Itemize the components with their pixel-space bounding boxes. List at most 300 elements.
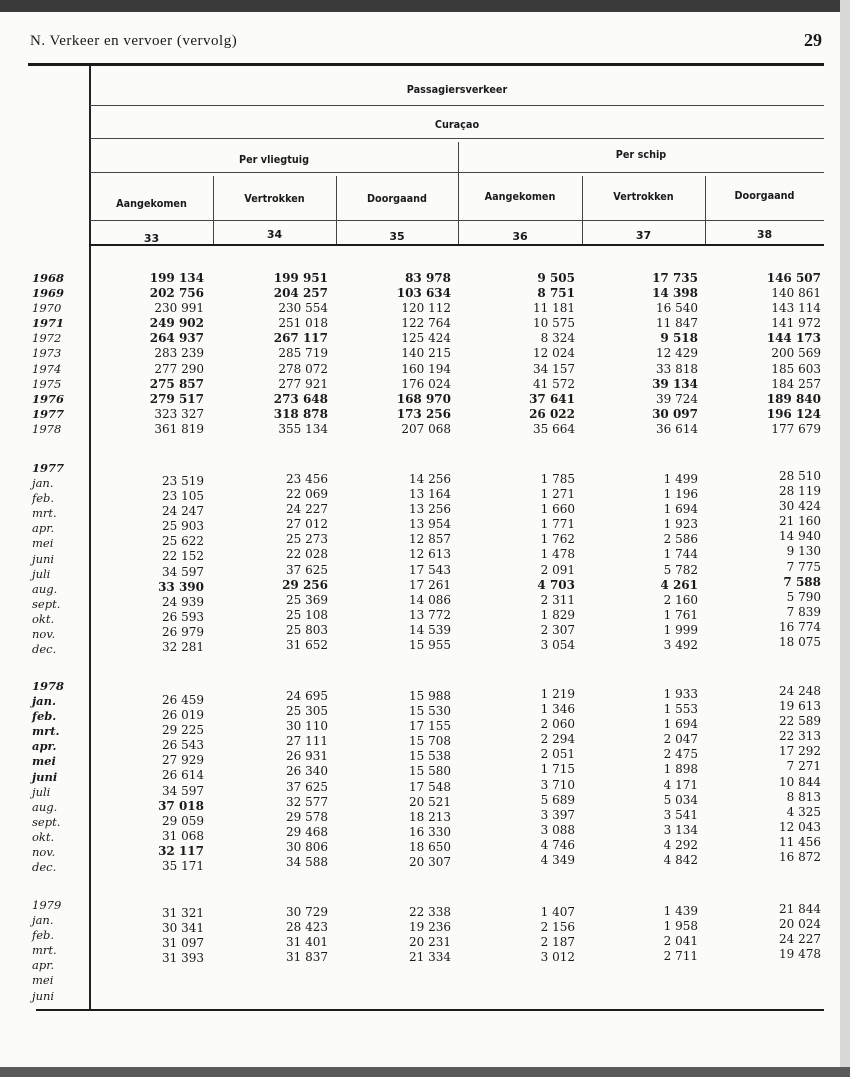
cell: 230 991 — [154, 301, 204, 316]
cell: 1 660 — [540, 502, 575, 517]
cell: 264 937 — [149, 331, 204, 346]
scan-top-edge — [0, 0, 850, 12]
cell: 32 577 — [286, 794, 328, 809]
cell: 28 119 — [779, 484, 821, 499]
cell: 199 951 — [273, 271, 328, 285]
cell: 204 257 — [273, 286, 328, 301]
section-1979-col-37 — [642, 904, 698, 964]
cell: 251 018 — [278, 316, 328, 331]
cell: 4 349 — [540, 853, 575, 868]
cell: 1 762 — [540, 532, 575, 547]
row-label: dec. — [32, 860, 57, 875]
cell: 1 407 — [540, 905, 575, 919]
cell: 24 247 — [162, 504, 204, 519]
cell: 34 597 — [162, 564, 204, 579]
row-label: mei — [32, 536, 54, 551]
section-1977-col-33 — [140, 474, 204, 655]
cell: 25 273 — [286, 532, 328, 547]
row-label: mei — [32, 973, 54, 988]
cell: 12 613 — [409, 547, 451, 562]
cell: 26 614 — [162, 768, 204, 783]
cell: 1 478 — [540, 547, 575, 562]
cell: 17 543 — [409, 562, 451, 577]
cell: 13 164 — [409, 487, 451, 502]
col-header-vertrokken-air: Vertrokken — [244, 192, 305, 205]
cell: 15 988 — [409, 689, 451, 703]
cell: 35 664 — [533, 421, 575, 436]
section-1977-col-35 — [385, 472, 451, 653]
cell: 26 593 — [162, 609, 204, 624]
cell: 2 311 — [540, 592, 575, 607]
cell: 24 939 — [162, 594, 204, 609]
cell: 83 978 — [405, 271, 451, 285]
cell: 3 088 — [540, 822, 575, 837]
section-1978-col-36 — [520, 687, 575, 868]
cell: 22 589 — [779, 714, 821, 729]
cell: 5 689 — [540, 792, 575, 807]
cell: 140 215 — [401, 346, 451, 361]
cell: 31 401 — [286, 935, 328, 950]
cell: 37 625 — [286, 562, 328, 577]
cell: 24 248 — [779, 684, 821, 698]
row-label: aug. — [32, 799, 58, 814]
cell: 24 227 — [286, 502, 328, 517]
cell: 29 059 — [162, 813, 204, 828]
cell: 28 423 — [286, 920, 328, 935]
cell: 31 652 — [286, 638, 328, 653]
cell: 18 075 — [779, 635, 821, 650]
row-label: okt. — [32, 611, 55, 626]
cell: 125 424 — [401, 331, 451, 346]
cell: 1 771 — [540, 517, 575, 532]
cell: 361 819 — [154, 421, 204, 436]
row-label: dec. — [32, 642, 57, 657]
cell: 9 505 — [537, 271, 575, 285]
row-label: apr. — [32, 958, 55, 973]
row-label: 1975 — [32, 376, 62, 391]
cell: 184 257 — [771, 376, 821, 391]
row-label: feb. — [32, 491, 55, 506]
cell: 168 970 — [396, 391, 451, 406]
cell: 31 393 — [162, 951, 204, 966]
header-passagiersverkeer: Passagiersverkeer — [406, 83, 508, 96]
header-rule-1 — [90, 105, 824, 106]
cell: 2 187 — [540, 935, 575, 950]
cell: 30 341 — [162, 921, 204, 936]
col-number-34: 34 — [266, 228, 283, 241]
row-label: okt. — [32, 829, 55, 844]
cell: 5 034 — [663, 792, 698, 807]
cell: 30 729 — [286, 905, 328, 919]
section-years-col-37 — [642, 271, 698, 437]
cell: 14 086 — [409, 592, 451, 607]
cell: 7 839 — [786, 604, 821, 619]
cell: 1 785 — [540, 472, 575, 486]
cell: 19 236 — [409, 920, 451, 935]
cell: 1 923 — [663, 517, 698, 532]
section-1979-col-35 — [385, 905, 451, 965]
cell: 3 134 — [663, 822, 698, 837]
header-per-vliegtuig: Per vliegtuig — [238, 153, 310, 166]
cell: 11 181 — [533, 301, 575, 316]
cell: 278 072 — [278, 361, 328, 376]
cell: 17 155 — [409, 719, 451, 734]
cell: 1 346 — [540, 702, 575, 717]
cell: 173 256 — [396, 406, 451, 421]
cell: 7 588 — [783, 574, 821, 589]
cell: 26 979 — [162, 624, 204, 639]
cell: 37 625 — [286, 779, 328, 794]
cell: 3 492 — [663, 638, 698, 653]
cell: 141 972 — [771, 316, 821, 331]
cell: 39 724 — [656, 391, 698, 406]
cell: 15 580 — [409, 764, 451, 779]
cell: 31 837 — [286, 950, 328, 965]
cell: 30 806 — [286, 839, 328, 854]
cell: 273 648 — [273, 391, 328, 406]
col-number-38: 38 — [756, 228, 773, 241]
row-label: mrt. — [32, 506, 57, 521]
cell: 20 231 — [409, 935, 451, 950]
section-1978-col-34 — [262, 689, 328, 870]
section-year-label: 1978 — [32, 679, 65, 693]
cell: 4 171 — [663, 777, 698, 792]
cell: 3 054 — [540, 638, 575, 653]
cell: 1 271 — [540, 487, 575, 502]
cell: 17 292 — [779, 744, 821, 759]
cell: 8 751 — [537, 286, 575, 301]
cell: 15 530 — [409, 704, 451, 719]
cell: 4 261 — [660, 577, 698, 592]
cell: 1 999 — [663, 622, 698, 637]
row-label: feb. — [32, 928, 55, 943]
col-number-36: 36 — [512, 230, 528, 243]
cell: 2 307 — [540, 622, 575, 637]
col-number-33: 33 — [143, 232, 160, 245]
cell: 34 597 — [162, 783, 204, 798]
cell: 31 321 — [162, 906, 204, 920]
row-label: feb. — [32, 709, 57, 724]
cell: 31 097 — [162, 936, 204, 951]
row-label: mei — [32, 754, 56, 769]
cell: 32 281 — [162, 640, 204, 655]
cell: 16 774 — [779, 619, 821, 634]
cell: 19 613 — [779, 699, 821, 714]
cell: 22 313 — [779, 729, 821, 744]
cell: 39 134 — [652, 376, 698, 391]
cell: 122 764 — [401, 316, 451, 331]
cell: 22 152 — [162, 549, 204, 564]
cell: 30 097 — [652, 406, 698, 421]
cell: 176 024 — [401, 376, 451, 391]
cell: 355 134 — [278, 421, 328, 436]
section-1978-col-33 — [140, 693, 204, 874]
cell: 33 390 — [158, 579, 204, 594]
cell: 16 540 — [656, 301, 698, 316]
cell: 24 227 — [779, 932, 821, 947]
cell: 1 553 — [663, 702, 698, 717]
cell: 31 068 — [162, 828, 204, 843]
row-label: mrt. — [32, 943, 57, 958]
cell: 8 324 — [540, 331, 575, 346]
section-years-col-38 — [755, 271, 821, 437]
cell: 1 715 — [540, 762, 575, 777]
cell: 4 292 — [663, 837, 698, 852]
cell: 36 614 — [656, 421, 698, 436]
cell: 26 022 — [529, 406, 575, 421]
cell: 12 043 — [779, 819, 821, 834]
header-curacao: Curaçao — [434, 118, 480, 131]
cell: 177 679 — [771, 421, 821, 436]
cell: 5 782 — [663, 562, 698, 577]
cell: 279 517 — [149, 391, 204, 406]
cell: 26 543 — [162, 738, 204, 753]
cell: 21 844 — [779, 902, 821, 916]
cell: 11 456 — [779, 834, 821, 849]
cell: 26 340 — [286, 764, 328, 779]
row-label: 1974 — [32, 361, 62, 376]
cell: 12 429 — [656, 346, 698, 361]
row-label: 1969 — [32, 286, 65, 301]
cell: 9 518 — [660, 331, 698, 346]
row-label: mrt. — [32, 724, 60, 739]
row-label: 1968 — [32, 271, 65, 285]
cell: 25 803 — [286, 622, 328, 637]
month-labels-1978 — [32, 679, 64, 875]
col-header-doorgaand-air: Doorgaand — [367, 192, 427, 205]
cell: 3 541 — [663, 807, 698, 822]
cell: 1 829 — [540, 607, 575, 622]
cell: 199 134 — [149, 271, 204, 285]
cell: 2 051 — [540, 747, 575, 762]
cell: 9 130 — [786, 544, 821, 559]
col-header-vertrokken-ship: Vertrokken — [613, 190, 674, 203]
cell: 25 305 — [286, 704, 328, 719]
row-label: juli — [32, 566, 51, 581]
cell: 33 818 — [656, 361, 698, 376]
cell: 1 219 — [540, 687, 575, 701]
row-label: aug. — [32, 581, 58, 596]
cell: 23 519 — [162, 474, 204, 488]
cell: 4 842 — [663, 853, 698, 868]
section-1979-col-36 — [520, 905, 575, 965]
cell: 275 857 — [149, 376, 204, 391]
section-1979-col-33 — [140, 906, 204, 966]
cell: 2 156 — [540, 920, 575, 935]
cell: 1 694 — [663, 717, 698, 732]
row-label: nov. — [32, 845, 56, 860]
section-1979-col-34 — [262, 905, 328, 965]
cell: 200 569 — [771, 346, 821, 361]
cell: 14 940 — [779, 529, 821, 544]
cell: 103 634 — [396, 286, 451, 301]
section-1977-col-34 — [262, 472, 328, 653]
row-label: sept. — [32, 596, 61, 611]
scan-bottom-edge — [0, 1067, 850, 1077]
cell: 15 708 — [409, 734, 451, 749]
header-rule-2 — [90, 138, 824, 139]
cell: 277 921 — [278, 376, 328, 391]
cell: 196 124 — [766, 406, 821, 421]
cell: 24 695 — [286, 689, 328, 703]
cell: 3 397 — [540, 807, 575, 822]
section-1979-col-38 — [755, 902, 821, 962]
cell: 18 650 — [409, 839, 451, 854]
cell: 285 719 — [278, 346, 328, 361]
section-years-col-33 — [140, 271, 204, 437]
cell: 30 110 — [286, 719, 328, 734]
cell: 120 112 — [401, 301, 451, 316]
cell: 27 111 — [286, 734, 328, 749]
cell: 13 256 — [409, 502, 451, 517]
cell: 26 459 — [162, 693, 204, 707]
cell: 249 902 — [149, 316, 204, 331]
cell: 18 213 — [409, 809, 451, 824]
cell: 41 572 — [533, 376, 575, 391]
cell: 17 735 — [652, 271, 698, 285]
row-label: jan. — [32, 476, 54, 491]
cell: 1 744 — [663, 547, 698, 562]
cell: 12 024 — [533, 346, 575, 361]
row-label: 1970 — [32, 301, 62, 316]
cell: 25 903 — [162, 519, 204, 534]
cell: 318 878 — [273, 406, 328, 421]
page-number: 29 — [804, 30, 822, 50]
cell: 185 603 — [771, 361, 821, 376]
cell: 28 510 — [779, 469, 821, 483]
row-label: jan. — [32, 694, 56, 709]
cell: 25 622 — [162, 534, 204, 549]
cell: 10 844 — [779, 774, 821, 789]
cell: 11 847 — [656, 316, 698, 331]
section-years-col-35 — [385, 271, 451, 437]
cell: 2 711 — [663, 949, 698, 964]
row-label: juni — [32, 551, 55, 566]
table-top-rule — [28, 63, 824, 66]
row-label: juni — [32, 769, 58, 784]
cell: 2 294 — [540, 732, 575, 747]
section-year-label: 1979 — [32, 898, 62, 912]
cell: 29 225 — [162, 723, 204, 738]
month-labels-1979 — [32, 898, 61, 1004]
cell: 25 369 — [286, 592, 328, 607]
cell: 3 012 — [540, 950, 575, 965]
section-1978-col-37 — [642, 687, 698, 868]
cell: 19 478 — [779, 947, 821, 962]
stub-divider — [89, 66, 91, 1011]
cell: 1 958 — [663, 919, 698, 934]
row-label: 1972 — [32, 331, 62, 346]
month-labels-1977 — [32, 461, 64, 657]
group-divider — [458, 142, 459, 244]
cell: 207 068 — [401, 421, 451, 436]
cell: 189 840 — [766, 391, 821, 406]
cell: 10 575 — [533, 316, 575, 331]
cell: 16 872 — [779, 850, 821, 865]
cell: 4 746 — [540, 837, 575, 852]
cell: 22 338 — [409, 905, 451, 919]
table-bottom-rule — [36, 1009, 824, 1011]
cell: 4 703 — [537, 577, 575, 592]
cell: 20 024 — [779, 917, 821, 932]
row-label: juli — [32, 784, 51, 799]
cell: 30 424 — [779, 499, 821, 514]
cell: 12 857 — [409, 532, 451, 547]
row-label: jan. — [32, 913, 54, 928]
cell: 22 028 — [286, 547, 328, 562]
row-label: 1976 — [32, 391, 65, 406]
cell: 27 929 — [162, 753, 204, 768]
cell: 17 548 — [409, 779, 451, 794]
cell: 20 521 — [409, 794, 451, 809]
cell: 32 117 — [158, 843, 204, 858]
cell: 323 327 — [154, 406, 204, 421]
cell: 160 194 — [401, 361, 451, 376]
cell: 2 047 — [663, 732, 698, 747]
cell: 29 256 — [282, 577, 328, 592]
col-header-doorgaand-ship: Doorgaand — [734, 189, 795, 202]
cell: 7 775 — [786, 559, 821, 574]
section-1977-col-36 — [520, 472, 575, 653]
col-header-aangekomen-ship: Aangekomen — [484, 190, 556, 203]
section-1977-col-37 — [642, 472, 698, 653]
header-rule-3 — [90, 172, 824, 173]
cell: 35 171 — [162, 859, 204, 874]
cell: 8 813 — [786, 789, 821, 804]
row-label: nov. — [32, 627, 56, 642]
section-years-col-36 — [520, 271, 575, 437]
section-years-col-34 — [262, 271, 328, 437]
running-head: N. Verkeer en vervoer (vervolg) — [30, 33, 238, 49]
cell: 283 239 — [154, 346, 204, 361]
cell: 21 160 — [779, 514, 821, 529]
cell: 29 468 — [286, 824, 328, 839]
cell: 13 954 — [409, 517, 451, 532]
cell: 16 330 — [409, 824, 451, 839]
cell: 34 588 — [286, 855, 328, 870]
cell: 21 334 — [409, 950, 451, 965]
cell: 2 160 — [663, 592, 698, 607]
cell: 14 398 — [652, 286, 698, 301]
row-label: apr. — [32, 521, 55, 536]
cell: 1 694 — [663, 502, 698, 517]
year-labels — [32, 271, 64, 437]
cell: 23 105 — [162, 489, 204, 504]
cell: 2 060 — [540, 717, 575, 732]
row-label: apr. — [32, 739, 57, 754]
cell: 1 499 — [663, 472, 698, 486]
cell: 140 861 — [771, 286, 821, 301]
cell: 13 772 — [409, 607, 451, 622]
cell: 25 108 — [286, 607, 328, 622]
header-rule-4 — [90, 220, 824, 221]
cell: 202 756 — [149, 286, 204, 301]
cell: 143 114 — [771, 301, 821, 316]
cell: 26 019 — [162, 708, 204, 723]
scan-right-edge — [840, 0, 850, 1077]
section-year-label: 1977 — [32, 461, 65, 475]
cell: 5 790 — [786, 589, 821, 604]
cell: 1 439 — [663, 904, 698, 918]
cell: 3 710 — [540, 777, 575, 792]
cell: 22 069 — [286, 487, 328, 502]
cell: 20 307 — [409, 855, 451, 870]
cell: 1 933 — [663, 687, 698, 701]
header-per-schip: Per schip — [615, 148, 667, 161]
row-label: sept. — [32, 814, 61, 829]
row-label: 1977 — [32, 406, 65, 421]
section-1978-col-38 — [755, 684, 821, 865]
